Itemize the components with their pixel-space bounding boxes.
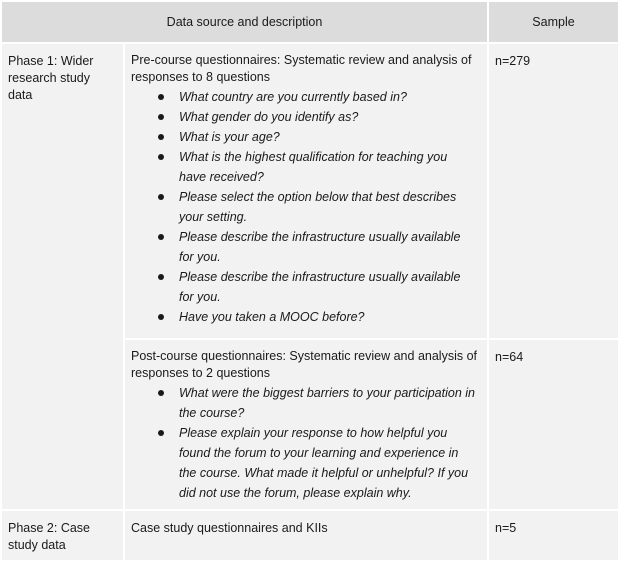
table-row-phase1-pre <box>1 43 618 339</box>
post-course-question-list <box>131 383 481 503</box>
post-course-cell <box>124 339 488 510</box>
list-item: What is your age? <box>179 127 481 147</box>
phase2-sample: n=5 <box>495 521 517 535</box>
header-sample: Sample <box>488 1 618 43</box>
list-item: Please describe the infrastructure usually available for you. <box>179 267 481 307</box>
post-course-sample-cell <box>488 339 618 510</box>
pre-course-sample-cell <box>488 43 618 339</box>
table-row-phase2 <box>1 510 618 561</box>
list-item: Please describe the infrastructure usually available for you. <box>179 227 481 267</box>
phase2-description-cell <box>124 510 488 561</box>
phase2-label-cell <box>1 510 124 561</box>
list-item: Please explain your response to how helpful you found the forum to your learning and experience in the course. What made it helpful or unhelpful? If you did not use the forum, please explain why. <box>179 423 481 503</box>
list-item: What gender do you identify as? <box>179 107 481 127</box>
pre-course-description: Pre-course questionnaires: Systematic review and analysis of responses to 8 questions <box>131 53 472 84</box>
list-item: Have you taken a MOOC before? <box>179 307 481 327</box>
phase2-label: Phase 2: Case study data <box>8 521 90 552</box>
post-course-description: Post-course questionnaires: Systematic review and analysis of responses to 2 questions <box>131 349 477 380</box>
header-row <box>1 1 618 43</box>
post-course-sample: n=64 <box>495 350 524 364</box>
phase1-label-cell <box>1 43 124 510</box>
pre-course-question-list <box>131 87 481 327</box>
list-item: What is the highest qualification for teaching you have received? <box>179 147 481 187</box>
pre-course-sample: n=279 <box>495 54 531 68</box>
phase2-description: Case study questionnaires and KIIs <box>131 521 328 535</box>
phase2-sample-cell <box>488 510 618 561</box>
list-item: Please select the option below that best describes your setting. <box>179 187 481 227</box>
list-item: What country are you currently based in? <box>179 87 481 107</box>
phase1-label: Phase 1: Wider research study data <box>8 54 94 102</box>
pre-course-cell <box>124 43 488 339</box>
list-item: What were the biggest barriers to your participation in the course? <box>179 383 481 423</box>
header-source: Data source and description <box>1 1 488 43</box>
